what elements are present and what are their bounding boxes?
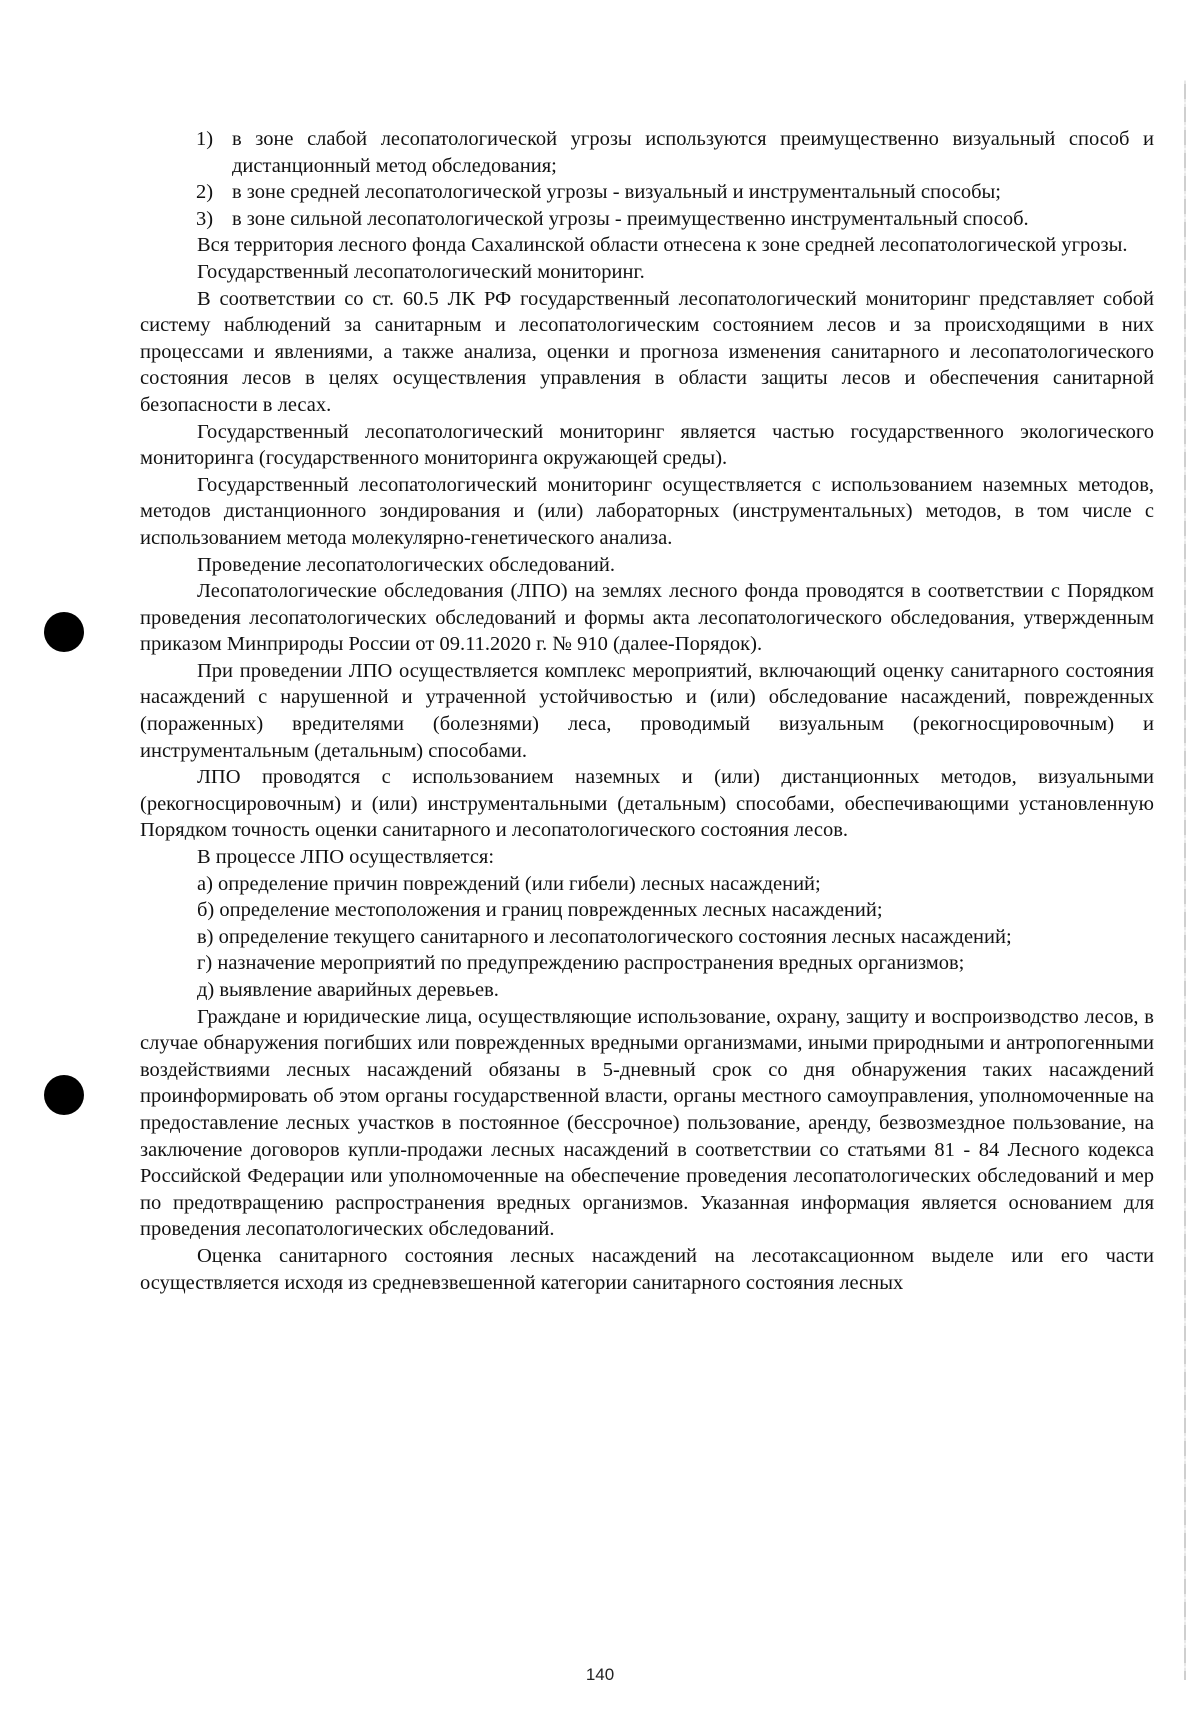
- list-item: [140, 126, 1154, 179]
- list-number: 3): [196, 207, 214, 230]
- paragraph: Граждане и юридические лица, осуществляющие использование, охрану, защиту и воспроизводство лесов, в случае обнаружения погибших или поврежденных вредными организмами, иными природными и антропогенными воздействиями лесных насаждений обязаны в 5-дневный срок со дня обнаружения таких насаждений проинформировать об этом органы государственной власти, органы местного самоуправления, уполномоченные на предоставление лесных участков в постоянное (бессрочное) пользование, аренду, безвозмездное пользование, на заключение договоров купли-продажи лесных насаждений в соответствии со статьями 81 - 84 Лесного кодекса Российской Федерации или уполномоченные на обеспечение проведения лесопатологических обследований и мер по предотвращению распространения вредных организмов. Указанная информация является основанием для проведения лесопатологических обследований.: [140, 1005, 1154, 1241]
- paragraph: При проведении ЛПО осуществляется комплекс мероприятий, включающий оценку санитарного состояния насаждений с нарушенной и утраченной устойчивостью и (или) обследование насаждений, поврежденных (пораженных) вредителями (болезнями) леса, проводимый визуальным (рекогносцировочным) и инструментальным (детальным) способами.: [140, 659, 1154, 762]
- punch-hole: [44, 1075, 84, 1115]
- list-text: в зоне слабой лесопатологической угрозы используются преимущественно визуальный способ и дистанционный метод обследования;: [232, 128, 1154, 177]
- paragraph: д) выявление аварийных деревьев.: [197, 979, 499, 1001]
- document-page: [140, 126, 1154, 1296]
- list-number: 2): [196, 181, 214, 204]
- paragraph: б) определение местоположения и границ поврежденных лесных насаждений;: [197, 899, 883, 922]
- scan-edge-noise: [1184, 80, 1186, 1680]
- paragraph: в) определение текущего санитарного и лесопатологического состояния лесных насаждений;: [197, 925, 1012, 948]
- paragraph: В соответствии со ст. 60.5 ЛК РФ государственный лесопатологический мониторинг представляет собой систему наблюдений за санитарным и лесопатологическим состоянием лесов и за происходящими в них процессами и явлениями, а также анализа, оценки и прогноза изменения санитарного и лесопатологического состояния лесов в целях осуществления управления в области защиты лесов и обеспечения санитарной безопасности в лесах.: [140, 287, 1154, 416]
- page-number: 140: [585, 1665, 615, 1684]
- punch-hole: [44, 612, 84, 652]
- paragraph: ЛПО проводятся с использованием наземных и (или) дистанционных методов, визуальными (рекогносцировочным) и (или) инструментальными (детальным) способами, обеспечивающими установленную Порядком точность оценки санитарного и лесопатологического состояния лесов.: [140, 766, 1154, 842]
- list-text: в зоне средней лесопатологической угрозы - визуальный и инструментальный способы;: [232, 181, 1001, 204]
- paragraph: Государственный лесопатологический мониторинг осуществляется с использованием наземных методов, методов дистанционного зондирования и (или) лабораторных (инструментальных) методов, в том числе с использованием метода молекулярно-генетического анализа.: [140, 473, 1154, 549]
- section-heading: Государственный лесопатологический мониторинг.: [197, 260, 645, 283]
- list-item: [140, 206, 1154, 233]
- paragraph: Лесопатологические обследования (ЛПО) на землях лесного фонда проводятся в соответствии с Порядком проведения лесопатологических обследований и формы акта лесопатологического обследования, утвержденным приказом Минприроды России от 09.11.2020 г. № 910 (далее-Порядок).: [140, 580, 1154, 656]
- section-heading: Проведение лесопатологических обследований.: [197, 553, 616, 576]
- list-number: 1): [196, 128, 214, 150]
- paragraph: Вся территория лесного фонда Сахалинской области отнесена к зоне средней лесопатологической угрозы.: [197, 234, 1128, 257]
- paragraph: В процессе ЛПО осуществляется:: [197, 846, 495, 869]
- list-text: в зоне сильной лесопатологической угрозы - преимущественно инструментальный способ.: [232, 207, 1029, 230]
- paragraph: Оценка санитарного состояния лесных насаждений на лесотаксационном выделе или его части осуществляется исходя из средневзвешенной категории санитарного состояния лесных: [140, 1244, 1154, 1294]
- paragraph: а) определение причин повреждений (или гибели) лесных насаждений;: [197, 872, 821, 895]
- paragraph: г) назначение мероприятий по предупреждению распространения вредных организмов;: [197, 952, 965, 975]
- paragraph: Государственный лесопатологический мониторинг является частью государственного экологического мониторинга (государственного мониторинга окружающей среды).: [140, 420, 1154, 470]
- threat-zone-list: [140, 126, 1154, 232]
- list-item: [140, 179, 1154, 206]
